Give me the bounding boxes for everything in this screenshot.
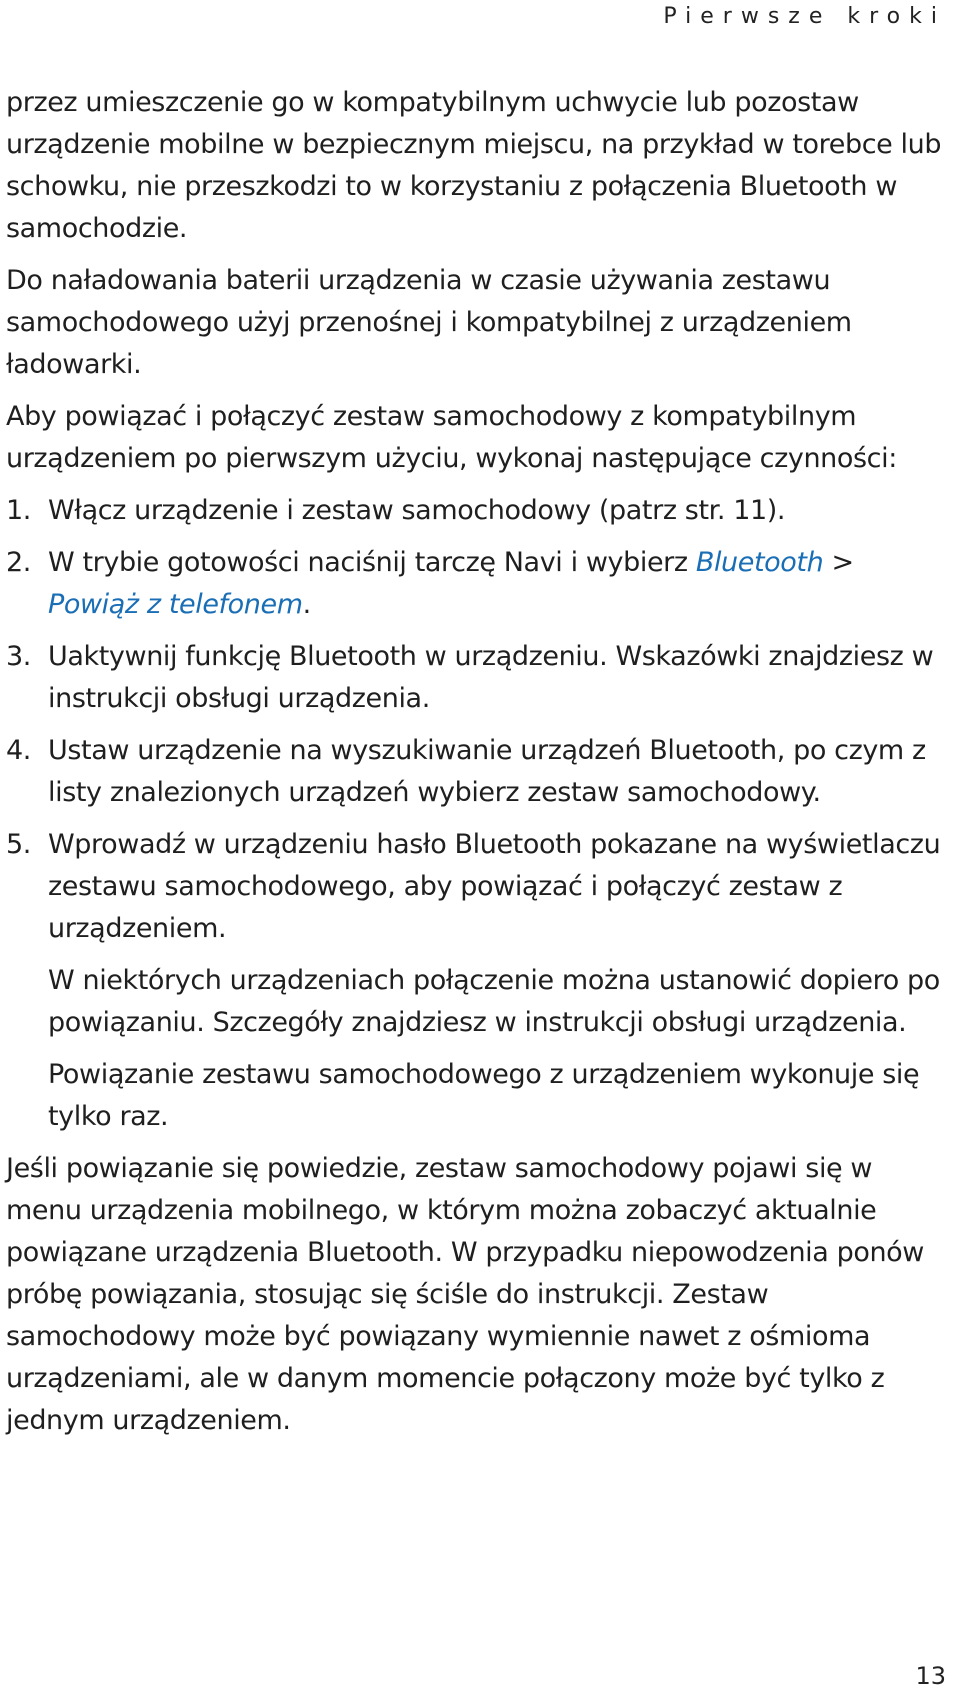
- step-3: [6, 636, 951, 720]
- step-5-note-connection: W niektórych urządzeniach połączenie można ustanowić dopiero po powiązaniu. Szczegóły znajdziesz w instrukcji obsługi urządzenia.: [48, 965, 940, 1038]
- paragraph-charging: Do naładowania baterii urządzenia w czasie używania zestawu samochodowego użyj przenośnej i kompatybilnej z urządzeniem ładowarki.: [6, 265, 852, 380]
- step-number: 5.: [6, 829, 31, 860]
- step-text: Włącz urządzenie i zestaw samochodowy (patrz str. 11).: [48, 495, 786, 526]
- step-text-end: .: [302, 589, 311, 620]
- step-5: [6, 824, 951, 950]
- step-number: 4.: [6, 735, 31, 766]
- menu-path-bluetooth: Bluetooth: [695, 547, 824, 578]
- paragraph-result: Jeśli powiązanie się powiedzie, zestaw samochodowy pojawi się w menu urządzenia mobilnego, w którym można zobaczyć aktualnie powiązane urządzenia Bluetooth. W przypadku niepowodzenia ponów próbę powiązania, stosując się ściśle do instrukcji. Zestaw samochodowy może być powiązany wymiennie nawet z ośmioma urządzeniami, ale w danym momencie połączony może być tylko z jednym urządzeniem.: [6, 1153, 924, 1436]
- step-text: Ustaw urządzenie na wyszukiwanie urządzeń Bluetooth, po czym z listy znalezionych urządzeń wybierz zestaw samochodowy.: [48, 735, 926, 808]
- menu-path-separator: >: [823, 547, 854, 578]
- page-content: [6, 82, 951, 1452]
- paragraph-pairing-intro: Aby powiązać i połączyć zestaw samochodowy z kompatybilnym urządzeniem po pierwszym użyciu, wykonaj następujące czynności:: [6, 401, 897, 474]
- step-text: Wprowadź w urządzeniu hasło Bluetooth pokazane na wyświetlaczu zestawu samochodowego, aby powiązać i połączyć zestaw z urządzeniem.: [48, 829, 941, 944]
- step-text: W trybie gotowości naciśnij tarczę Navi i wybierz: [48, 547, 696, 578]
- step-text: Uaktywnij funkcję Bluetooth w urządzeniu. Wskazówki znajdziesz w instrukcji obsługi urządzenia.: [48, 641, 934, 714]
- step-2: [6, 542, 951, 626]
- step-5-note-once: Powiązanie zestawu samochodowego z urządzeniem wykonuje się tylko raz.: [48, 1059, 920, 1132]
- step-number: 3.: [6, 641, 31, 672]
- step-4: [6, 730, 951, 814]
- page-number: 13: [915, 1662, 946, 1690]
- step-1: [6, 490, 951, 532]
- step-number: 2.: [6, 547, 31, 578]
- step-number: 1.: [6, 495, 31, 526]
- section-header: Pierwsze kroki: [663, 4, 946, 29]
- paragraph-intro: przez umieszczenie go w kompatybilnym uchwycie lub pozostaw urządzenie mobilne w bezpiecznym miejscu, na przykład w torebce lub schowku, nie przeszkodzi to w korzystaniu z połączenia Bluetooth w samochodzie.: [6, 87, 942, 244]
- menu-path-pair-with-phone: Powiąż z telefonem: [48, 589, 303, 620]
